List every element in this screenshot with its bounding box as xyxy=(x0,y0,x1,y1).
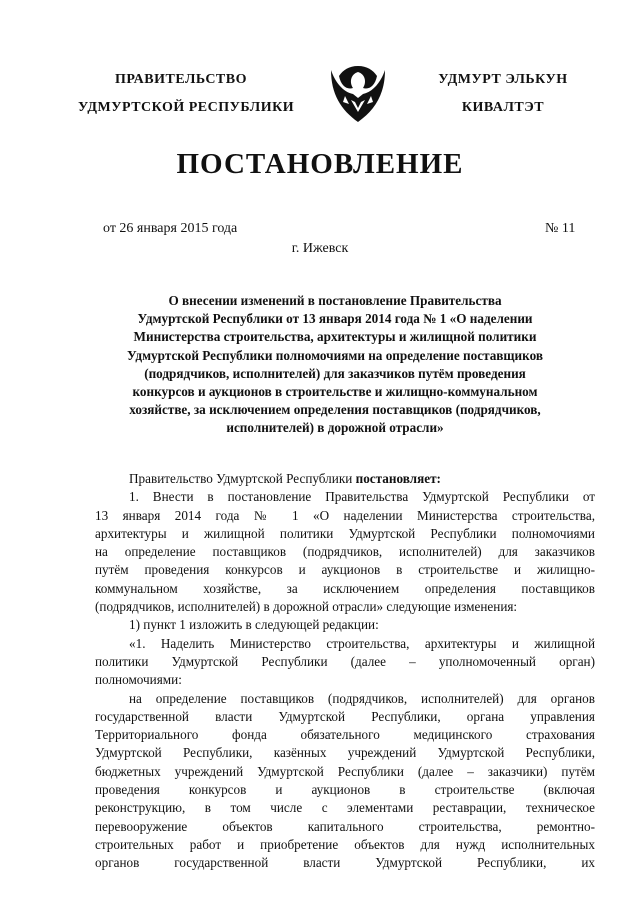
body-line: перевооружение объектов капитального строительства, ремонтно- xyxy=(95,818,595,834)
body-line: на определение поставщиков (подрядчиков, исполнителей) для заказчиков xyxy=(95,544,595,560)
document-title: ПОСТАНОВЛЕНИЕ xyxy=(176,148,464,180)
subject-line: исполнителей) в дорожной отрасли» xyxy=(226,420,444,436)
body-line: 13 января 2014 года № 1 «О наделении Министерства строительства, xyxy=(95,507,595,523)
body-line: политики Удмуртской Республики (далее – уполномоченный орган) xyxy=(95,653,595,669)
body-line: на определение поставщиков (подрядчиков, исполнителей) для органов xyxy=(129,690,595,706)
document-number: № 11 xyxy=(545,221,576,236)
body-line: строительных работ и приобретение объектов для нужд исполнительных xyxy=(95,836,595,852)
body-line: «1. Наделить Министерство строительства, архитектуры и жилищной xyxy=(129,635,595,651)
document-date: от 26 января 2015 года xyxy=(103,221,238,236)
body-line: 1. Внести в постановление Правительства Удмуртской Республики от xyxy=(129,489,595,505)
body-line: (подрядчиков, исполнителей) в дорожной отрасли» следующие изменения: xyxy=(95,599,518,615)
preamble-verb: постановляет: xyxy=(355,471,441,486)
preamble xyxy=(95,470,595,488)
header-right-line-1: УДМУРТ ЭЛЬКУН xyxy=(438,72,568,87)
body-line: бюджетных учреждений Удмуртской Республики (далее – заказчики) путём xyxy=(95,763,595,779)
body-line: Удмуртской Республики, казённых учреждений Удмуртской Республики, xyxy=(95,745,595,761)
body-line: архитектуры и жилищной политики Удмуртской Республики полномочиями xyxy=(95,525,595,541)
body-line: государственной власти Удмуртской Республики, органа управления xyxy=(95,708,595,724)
header-right xyxy=(428,66,578,122)
subject-line: (подрядчиков, исполнителей) для заказчиков путём проведения xyxy=(144,365,526,381)
header-left xyxy=(78,66,295,122)
document-body xyxy=(95,470,595,873)
subject-line: Удмуртской Республики от 13 января 2014 года № 1 «О наделении xyxy=(137,311,533,327)
subject-line: Удмуртской Республики полномочиями на определение поставщиков xyxy=(127,347,543,363)
body-line: полномочиями: xyxy=(95,672,182,688)
body-line: Территориального фонда обязательного медицинского страхования xyxy=(95,727,595,743)
subject-line: О внесении изменений в постановление Правительства xyxy=(168,293,502,308)
preamble-text: Правительство Удмуртской Республики xyxy=(129,471,356,486)
body-line: 1) пункт 1 изложить в следующей редакции: xyxy=(129,617,379,633)
body-line: реконструкцию, в том числе с элементами реставрации, техническое xyxy=(95,800,595,816)
subject-line: хозяйстве, за исключением определения поставщиков (подрядчиков, xyxy=(129,402,541,418)
body-line: коммунальном хозяйстве, за исключением определения поставщиков xyxy=(95,580,595,596)
body-line: путём проведения конкурсов и аукционов в строительстве и жилищно- xyxy=(95,562,595,578)
udmurtia-emblem-icon xyxy=(327,60,389,126)
subject-line: Министерства строительства, архитектуры и жилищной политики xyxy=(133,329,537,345)
document-city: г. Ижевск xyxy=(291,241,349,256)
header-left-line-1: ПРАВИТЕЛЬСТВО xyxy=(115,72,247,87)
document-subject xyxy=(100,292,570,438)
subject-line: конкурсов и аукционов в строительстве и жилищно-коммунальном xyxy=(132,384,538,400)
header-left-line-2: УДМУРТСКОЙ РЕСПУБЛИКИ xyxy=(78,100,295,115)
body-line: органов государственной власти Удмуртской Республики, их xyxy=(95,855,595,871)
body-line: проведения конкурсов и аукционов в строительстве (включая xyxy=(95,782,595,798)
header-right-line-2: КИВАЛТЭТ xyxy=(461,100,545,115)
